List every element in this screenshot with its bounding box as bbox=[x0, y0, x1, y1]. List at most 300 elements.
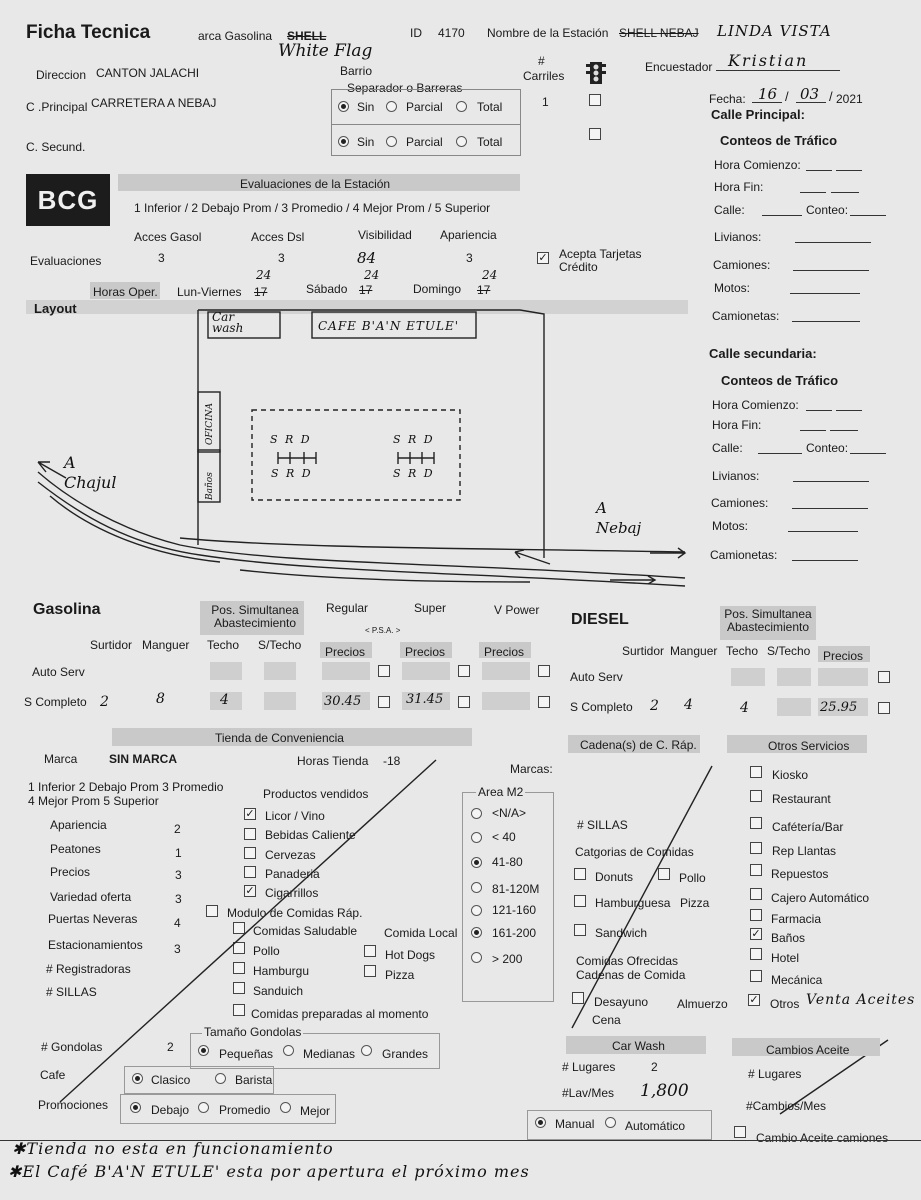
eval-col-visibilidad: Visibilidad bbox=[358, 228, 412, 242]
carriles-value: 1 bbox=[542, 95, 549, 109]
separador-total-label: Total bbox=[477, 100, 503, 114]
producto-cervezas-label: Cervezas bbox=[265, 848, 316, 862]
gasolina-auto-precio-super-cell[interactable] bbox=[402, 662, 450, 680]
layout-cafe: CAFE B'A'N ETULE' bbox=[318, 319, 460, 333]
gasolina-surtidor: Surtidor bbox=[90, 638, 133, 652]
cp-livianos-label: Livianos: bbox=[714, 230, 762, 244]
otros-farmacia-checkbox[interactable] bbox=[750, 909, 762, 921]
otros-mecanica-label: Mecánica bbox=[771, 973, 823, 987]
comida-pollo-label: Pollo bbox=[253, 944, 280, 958]
cafe-clasico-radio[interactable] bbox=[132, 1073, 143, 1084]
area-81-120-label: 81-120M bbox=[492, 882, 540, 896]
sabado-label: Sábado bbox=[306, 282, 348, 296]
diesel-sc-manguer: 4 bbox=[684, 697, 693, 713]
area-na-label: <N/A> bbox=[492, 806, 527, 820]
encuestador-label: Encuestador bbox=[645, 60, 713, 74]
otros-repuestos-checkbox[interactable] bbox=[750, 864, 762, 876]
modulo-comidas-label: Modulo de Comidas Ráp. bbox=[227, 906, 363, 920]
cat-hamburguesa-checkbox[interactable] bbox=[574, 895, 586, 907]
gasolina-sc-regular-checkbox[interactable] bbox=[378, 696, 390, 708]
producto-cigarrillos-checkbox[interactable]: ✓ bbox=[245, 885, 255, 897]
diesel-precio: 25.95 bbox=[820, 700, 858, 715]
tamano-medianas-radio[interactable] bbox=[283, 1045, 294, 1056]
tienda-rating-label-sillas: # SILLAS bbox=[46, 985, 97, 999]
gasolina-precio-super: 31.45 bbox=[406, 692, 444, 707]
cp-hora-comienzo-line-h bbox=[806, 170, 832, 171]
producto-bebidas-label: Bebidas Caliente bbox=[265, 828, 356, 842]
productos-label: Productos vendidos bbox=[263, 787, 369, 801]
id-label: ID bbox=[410, 26, 422, 40]
diesel-auto-stecho-cell[interactable] bbox=[777, 668, 811, 686]
cambios-camiones-checkbox[interactable] bbox=[734, 1126, 746, 1138]
promociones-promedio-radio[interactable] bbox=[198, 1102, 209, 1113]
cs-hora-comienzo-label: Hora Comienzo: bbox=[712, 398, 799, 412]
car-wash-lav-label: #Lav/Mes bbox=[562, 1086, 615, 1100]
separador-group-principal bbox=[331, 89, 521, 125]
cp-conteo-label: Conteo: bbox=[806, 203, 849, 217]
cat-pizza-label: Pizza bbox=[680, 896, 710, 910]
tamano-gondolas-label: Tamaño Gondolas bbox=[204, 1025, 302, 1039]
diesel-auto-checkbox[interactable] bbox=[878, 671, 890, 683]
direccion-value: CANTON JALACHI bbox=[96, 66, 200, 80]
tamano-medianas-label: Medianas bbox=[303, 1047, 356, 1061]
gasolina-precios-2: Precios bbox=[405, 645, 446, 659]
gasolina-sc-stecho-cell[interactable] bbox=[264, 692, 296, 710]
fecha-slash-1: / bbox=[785, 89, 789, 104]
separador-parcial-label: Parcial bbox=[406, 100, 443, 114]
gasolina-s-completo: S Completo bbox=[24, 695, 87, 709]
area-lt40-label: < 40 bbox=[492, 830, 516, 844]
separador2-total-radio[interactable] bbox=[456, 136, 467, 147]
promociones-debajo-radio[interactable] bbox=[130, 1102, 141, 1113]
gasolina-auto-regular-checkbox[interactable] bbox=[378, 665, 390, 677]
cp-hora-comienzo-line-m bbox=[836, 170, 862, 171]
cs-hora-comienzo-line-m bbox=[836, 410, 862, 411]
almuerzo-label: Almuerzo bbox=[677, 997, 728, 1011]
gasolina-title: Gasolina bbox=[33, 601, 101, 618]
layout-pump2-bottom: S R D bbox=[393, 467, 435, 480]
otros-mecanica-checkbox[interactable] bbox=[750, 970, 762, 982]
cs-camiones-line bbox=[792, 508, 868, 509]
tienda-marca-value: SIN MARCA bbox=[109, 752, 177, 766]
diesel-auto-precio-cell[interactable] bbox=[818, 668, 868, 686]
fecha-day-line bbox=[752, 102, 782, 103]
calle-principal-conteos: Conteos de Tráfico bbox=[720, 133, 838, 148]
cena-label: Cena bbox=[592, 1013, 621, 1027]
marca-gasolina-value: SHELL bbox=[287, 29, 327, 43]
separador2-total-label: Total bbox=[477, 135, 503, 149]
carriles-label: Carriles bbox=[523, 69, 565, 83]
barrio-label: Barrio bbox=[340, 64, 373, 78]
nombre-estacion-value: SHELL NEBAJ bbox=[619, 26, 699, 40]
cp-camiones-line bbox=[793, 270, 869, 271]
form-title: Ficha Tecnica bbox=[26, 22, 151, 43]
producto-licor-label: Licor / Vino bbox=[265, 809, 325, 823]
tienda-rating-label-estacionamientos: Estacionamientos bbox=[48, 938, 143, 952]
comida-hamburgu-label: Hamburgu bbox=[253, 964, 310, 978]
area-81-120-radio[interactable] bbox=[471, 882, 482, 893]
tienda-rating-label-puertas: Puertas Neveras bbox=[48, 912, 138, 926]
cs-hora-fin-line-h bbox=[800, 430, 826, 431]
gasolina-vpower: V Power bbox=[494, 603, 540, 617]
otros-farmacia-label: Farmacia bbox=[771, 912, 822, 926]
otros-cajero-label: Cajero Automático bbox=[771, 891, 870, 905]
marca-gasolina-handwritten: White Flag bbox=[278, 41, 373, 61]
gasolina-precio-regular: 30.45 bbox=[324, 694, 362, 709]
separador-total-radio[interactable] bbox=[456, 101, 467, 112]
gasolina-stecho: S/Techo bbox=[258, 638, 302, 652]
otros-cafeteria-label: Cafétería/Bar bbox=[772, 820, 844, 834]
encuestador-line bbox=[716, 70, 840, 71]
tienda-marca-label: Marca bbox=[44, 752, 78, 766]
separador-sin-label: Sin bbox=[357, 100, 375, 114]
otros-llantas-label: Rep Llantas bbox=[772, 844, 837, 858]
cs-conteo-line bbox=[850, 453, 886, 454]
calle-secundaria-conteos: Conteos de Tráfico bbox=[721, 373, 839, 388]
layout-banos: Baños bbox=[205, 472, 215, 500]
tienda-scale-2: 4 Mejor Prom 5 Superior bbox=[28, 794, 159, 808]
gasolina-precios-3: Precios bbox=[484, 645, 525, 659]
comida-hamburgu-checkbox[interactable] bbox=[233, 962, 245, 974]
tienda-marcas-label: Marcas: bbox=[510, 762, 553, 776]
cs-camionetas-label: Camionetas: bbox=[710, 548, 778, 562]
cafe-label: Cafe bbox=[40, 1068, 66, 1082]
promociones-promedio-label: Promedio bbox=[219, 1103, 271, 1117]
producto-bebidas-checkbox[interactable] bbox=[244, 828, 256, 840]
eval-col-apariencia: Apariencia bbox=[440, 228, 497, 242]
fecha-month: 03 bbox=[800, 85, 820, 103]
fecha-month-line bbox=[796, 102, 826, 103]
cafe-clasico-label: Clasico bbox=[151, 1073, 191, 1087]
otros-otros-checkbox[interactable]: ✓ bbox=[749, 994, 759, 1006]
diesel-auto-techo-cell[interactable] bbox=[731, 668, 765, 686]
area-na-radio[interactable] bbox=[471, 808, 482, 819]
eval-value-apariencia: 3 bbox=[466, 251, 473, 265]
gasolina-auto-vpower-checkbox[interactable] bbox=[538, 665, 550, 677]
encuestador-value: Kristian bbox=[728, 51, 809, 70]
cp-calle-line bbox=[762, 215, 802, 216]
cat-donuts-checkbox[interactable] bbox=[574, 868, 586, 880]
area-m2-label: Area M2 bbox=[478, 785, 524, 799]
cafe-barista-radio[interactable] bbox=[215, 1073, 226, 1084]
diesel-techo: Techo bbox=[726, 644, 759, 658]
cp-livianos-line bbox=[795, 242, 871, 243]
gasolina-sc-techo: 4 bbox=[220, 692, 229, 708]
nombre-estacion-label: Nombre de la Estación bbox=[487, 26, 609, 40]
gasolina-pos-simultanea: Pos. Simultanea Abastecimiento bbox=[211, 603, 299, 630]
cprincipal-value: CARRETERA A NEBAJ bbox=[91, 96, 217, 110]
tamano-pequenas-radio[interactable] bbox=[198, 1045, 209, 1056]
area-161-200-label: 161-200 bbox=[492, 926, 537, 940]
cadenas-comida: Cadenas de Comida bbox=[576, 968, 686, 982]
comida-preparadas-label: Comidas preparadas al momento bbox=[251, 1007, 429, 1021]
lun-viernes-label: Lun-Viernes bbox=[177, 285, 242, 299]
cp-calle-label: Calle: bbox=[714, 203, 745, 217]
cp-hora-fin-line-m bbox=[831, 192, 859, 193]
separador-parcial-radio[interactable] bbox=[386, 101, 397, 112]
producto-cervezas-checkbox[interactable] bbox=[244, 847, 256, 859]
area-161-200-radio[interactable] bbox=[471, 927, 482, 938]
separador2-sin-label: Sin bbox=[357, 135, 375, 149]
comida-sanduich-label: Sanduich bbox=[253, 984, 304, 998]
modulo-comidas-checkbox[interactable] bbox=[206, 905, 218, 917]
cadenas-ofrecidas: Comidas Ofrecidas bbox=[576, 954, 679, 968]
domingo-label: Domingo bbox=[413, 282, 462, 296]
direccion-label: Direccion bbox=[36, 68, 87, 82]
traffic-light-icon bbox=[585, 58, 607, 88]
layout-oficina: OFICINA bbox=[205, 403, 215, 445]
notes-line-2-text: El Café B'A'N ETULE' esta por apertura el próximo mes bbox=[22, 1162, 530, 1181]
tienda-rating-label-apariencia: Apariencia bbox=[50, 818, 107, 832]
gasolina-manguer: Manguer bbox=[142, 638, 190, 652]
comida-hotdogs-checkbox[interactable] bbox=[364, 945, 376, 957]
marca-gasolina-label: arca Gasolina bbox=[198, 29, 273, 43]
otros-cafeteria-checkbox[interactable] bbox=[750, 817, 762, 829]
tienda-horas-label: Horas Tienda bbox=[297, 754, 369, 768]
promociones-mejor-radio[interactable] bbox=[280, 1102, 291, 1113]
otros-hotel-label: Hotel bbox=[771, 951, 800, 965]
cadenas-sillas: # SILLAS bbox=[577, 818, 628, 832]
otros-llantas-checkbox[interactable] bbox=[750, 842, 762, 854]
comida-pollo-checkbox[interactable] bbox=[233, 942, 245, 954]
cat-sandwich-checkbox[interactable] bbox=[574, 924, 586, 936]
comida-sanduich-checkbox[interactable] bbox=[233, 982, 245, 994]
diesel-stecho: S/Techo bbox=[767, 644, 811, 658]
tienda-rating-label-registradoras: # Registradoras bbox=[46, 962, 131, 976]
gasolina-auto-techo-cell[interactable] bbox=[210, 662, 242, 680]
cambios-camiones-label: Cambio Aceite camiones bbox=[756, 1131, 889, 1145]
area-121-160-radio[interactable] bbox=[471, 905, 482, 916]
cp-camiones-label: Camiones: bbox=[713, 258, 771, 272]
cs-motos-line bbox=[788, 531, 858, 532]
sabado-printed: 17 bbox=[359, 283, 373, 297]
cadenas-title: Cadena(s) de C. Ráp. bbox=[580, 738, 697, 752]
diesel-manguer: Manguer bbox=[670, 644, 718, 658]
layout-car-wash: Car wash bbox=[212, 310, 244, 335]
tienda-rating-label-peatones: Peatones bbox=[50, 842, 101, 856]
cambios-mes: #Cambios/Mes bbox=[746, 1099, 827, 1113]
comida-saludable-label: Comidas Saludable bbox=[253, 924, 358, 938]
gasolina-auto-precio-vpower-cell[interactable] bbox=[482, 662, 530, 680]
cs-hora-comienzo-line-h bbox=[806, 410, 832, 411]
domingo-handwritten: 24 bbox=[482, 268, 498, 282]
diesel-sc-techo: 4 bbox=[740, 700, 749, 716]
carriles-checkbox-1[interactable] bbox=[589, 94, 601, 106]
cafe-barista-label: Barista bbox=[235, 1073, 273, 1087]
otros-hotel-checkbox[interactable] bbox=[750, 948, 762, 960]
cs-hora-fin-label: Hora Fin: bbox=[712, 418, 762, 432]
otros-repuestos-label: Repuestos bbox=[771, 867, 829, 881]
area-gt200-label: > 200 bbox=[492, 952, 523, 966]
separador2-sin-radio[interactable] bbox=[338, 136, 349, 147]
separador-group-secundaria bbox=[331, 124, 521, 156]
fecha-slash-2: / bbox=[829, 89, 833, 104]
notes-line-1-text: Tienda no esta en funcionamiento bbox=[26, 1139, 334, 1158]
layout-pump2-top: S R D bbox=[393, 433, 435, 446]
area-lt40-radio[interactable] bbox=[471, 832, 482, 843]
producto-licor-checkbox[interactable]: ✓ bbox=[245, 808, 255, 820]
cp-hora-fin-line-h bbox=[800, 192, 826, 193]
comida-pizza-label: Pizza bbox=[385, 968, 415, 982]
cambios-title: Cambios Aceite bbox=[766, 1043, 850, 1057]
evaluaciones-scale: 1 Inferior / 2 Debajo Prom / 3 Promedio / 4 Mejor Prom / 5 Superior bbox=[134, 201, 491, 215]
otros-kiosko-checkbox[interactable] bbox=[750, 766, 762, 778]
diesel-title: DIESEL bbox=[571, 611, 629, 628]
cs-motos-label: Motos: bbox=[712, 519, 749, 533]
promociones-label: Promociones bbox=[38, 1098, 109, 1112]
cs-livianos-line bbox=[793, 481, 869, 482]
layout-sketch bbox=[30, 300, 690, 590]
fecha-year: 2021 bbox=[836, 92, 863, 106]
eval-value-acces-dsl: 3 bbox=[278, 251, 285, 265]
cs-calle-label: Calle: bbox=[712, 441, 743, 455]
tienda-rating-value-estacionamientos: 3 bbox=[174, 942, 181, 956]
otros-otros-label: Otros bbox=[770, 997, 800, 1011]
area-121-160-label: 121-160 bbox=[492, 903, 537, 917]
carriles-checkbox-2[interactable] bbox=[589, 128, 601, 140]
cs-camionetas-line bbox=[792, 560, 858, 561]
otros-banos-label: Baños bbox=[771, 931, 806, 945]
cat-pollo-checkbox[interactable] bbox=[658, 868, 670, 880]
gasolina-sc-manguer: 8 bbox=[156, 691, 165, 707]
eval-col-acces-dsl: Acces Dsl bbox=[251, 230, 305, 244]
acepta-tarjetas-checkbox[interactable]: ✓ bbox=[538, 252, 548, 264]
otros-restaurant-checkbox[interactable] bbox=[750, 790, 762, 802]
diesel-sc-surtidor: 2 bbox=[650, 698, 659, 714]
cp-hora-comienzo-label: Hora Comienzo: bbox=[714, 158, 801, 172]
tamano-grandes-label: Grandes bbox=[382, 1047, 429, 1061]
gasolina-regular: Regular bbox=[326, 601, 369, 615]
csecund-label: C. Secund. bbox=[26, 140, 86, 154]
cp-camionetas-label: Camionetas: bbox=[712, 309, 780, 323]
desayuno-checkbox[interactable] bbox=[572, 992, 584, 1004]
comida-saludable-checkbox[interactable] bbox=[233, 922, 245, 934]
otros-restaurant-label: Restaurant bbox=[772, 792, 831, 806]
tienda-rating-label-variedad: Variedad oferta bbox=[50, 890, 132, 904]
gasolina-super: Super bbox=[414, 601, 447, 615]
otros-otros-value: Venta Aceites bbox=[806, 992, 916, 1008]
tienda-rating-value-variedad: 3 bbox=[175, 892, 182, 906]
separador2-parcial-label: Parcial bbox=[406, 135, 443, 149]
diesel-sc-checkbox[interactable] bbox=[878, 702, 890, 714]
producto-panaderia-checkbox[interactable] bbox=[244, 866, 256, 878]
diesel-precios: Precios bbox=[823, 649, 864, 663]
tienda-horas-value: -18 bbox=[383, 754, 401, 768]
tienda-scale-1: 1 Inferior 2 Debajo Prom 3 Promedio bbox=[28, 780, 224, 794]
car-wash-manual-label: Manual bbox=[555, 1117, 595, 1131]
car-wash-lav-value: 1,800 bbox=[640, 1081, 689, 1101]
cs-hora-fin-line-m bbox=[830, 430, 858, 431]
gasolina-sc-precio-vpower-cell[interactable] bbox=[482, 692, 530, 710]
comida-pizza-checkbox[interactable] bbox=[364, 965, 376, 977]
tienda-rating-label-precios: Precios bbox=[50, 865, 91, 879]
cs-calle-line bbox=[758, 453, 802, 454]
gondolas-label: # Gondolas bbox=[41, 1040, 103, 1054]
desayuno-label: Desayuno bbox=[594, 995, 649, 1009]
gasolina-sc-surtidor: 2 bbox=[100, 694, 109, 710]
tienda-rating-value-puertas: 4 bbox=[174, 916, 181, 930]
cat-sandwich-label: Sandwich bbox=[595, 926, 648, 940]
calle-principal-title: Calle Principal: bbox=[711, 107, 805, 122]
tienda-rating-value-peatones: 1 bbox=[175, 846, 182, 860]
car-wash-lugares-value: 2 bbox=[651, 1060, 658, 1074]
cat-pollo-label: Pollo bbox=[679, 871, 706, 885]
promociones-debajo-label: Debajo bbox=[151, 1103, 190, 1117]
otros-kiosko-label: Kiosko bbox=[772, 768, 809, 782]
gasolina-auto-super-checkbox[interactable] bbox=[458, 665, 470, 677]
evaluaciones-row-label: Evaluaciones bbox=[30, 254, 102, 268]
id-value: 4170 bbox=[438, 26, 465, 40]
otros-cajero-checkbox[interactable] bbox=[750, 888, 762, 900]
tamano-grandes-radio[interactable] bbox=[361, 1045, 372, 1056]
area-gt200-radio[interactable] bbox=[471, 952, 482, 963]
fecha-label: Fecha: bbox=[709, 92, 746, 106]
diesel-sc-stecho-cell[interactable] bbox=[777, 698, 811, 716]
tienda-title: Tienda de Conveniencia bbox=[215, 731, 344, 745]
gondolas-value: 2 bbox=[167, 1040, 174, 1054]
sabado-handwritten: 24 bbox=[364, 268, 380, 282]
layout-title: Layout bbox=[34, 301, 77, 316]
separador-label: Separador o Barreras bbox=[347, 81, 463, 95]
cat-donuts-label: Donuts bbox=[595, 870, 634, 884]
gasolina-precios-1: Precios bbox=[325, 645, 366, 659]
cs-conteo-label: Conteo: bbox=[806, 441, 849, 455]
carriles-hash: # bbox=[538, 54, 545, 68]
layout-pump1-bottom: S R D bbox=[271, 467, 313, 480]
otros-title: Otros Servicios bbox=[768, 739, 850, 753]
producto-cigarrillos-label: Cigarrillos bbox=[265, 886, 319, 900]
car-wash-title: Car Wash bbox=[612, 1039, 665, 1053]
layout-a-nebaj: A Nebaj bbox=[596, 499, 642, 537]
gasolina-sc-vpower-checkbox[interactable] bbox=[538, 696, 550, 708]
cp-motos-label: Motos: bbox=[714, 281, 751, 295]
horas-oper-label: Horas Oper. bbox=[93, 285, 158, 299]
lun-viernes-handwritten: 24 bbox=[256, 268, 272, 282]
otros-banos-checkbox[interactable]: ✓ bbox=[751, 928, 761, 940]
separador-sin-radio[interactable] bbox=[338, 101, 349, 112]
cambios-lugares: # Lugares bbox=[748, 1067, 802, 1081]
notes-line-1: ✱Tienda no esta en funcionamiento bbox=[12, 1139, 334, 1158]
gasolina-psa: < P.S.A. > bbox=[365, 626, 401, 635]
diesel-auto-serv: Auto Serv bbox=[570, 670, 623, 684]
fecha-day: 16 bbox=[758, 85, 778, 103]
cp-conteo-line bbox=[850, 215, 886, 216]
car-wash-manual-radio[interactable] bbox=[535, 1117, 546, 1128]
notes-line-2: ✱El Café B'A'N ETULE' esta por apertura el próximo mes bbox=[8, 1162, 530, 1181]
cs-camiones-label: Camiones: bbox=[711, 496, 769, 510]
gasolina-techo: Techo bbox=[207, 638, 240, 652]
gasolina-auto-serv: Auto Serv bbox=[32, 665, 85, 679]
tienda-rating-value-apariencia: 2 bbox=[174, 822, 181, 836]
separador2-parcial-radio[interactable] bbox=[386, 136, 397, 147]
area-41-80-radio[interactable] bbox=[471, 857, 482, 868]
car-wash-automatico-radio[interactable] bbox=[605, 1117, 616, 1128]
cp-motos-line bbox=[790, 293, 860, 294]
tamano-pequenas-label: Pequeñas bbox=[219, 1047, 274, 1061]
comida-hotdogs-label: Hot Dogs bbox=[385, 948, 436, 962]
comida-local-label: Comida Local bbox=[384, 926, 458, 940]
diesel-s-completo: S Completo bbox=[570, 700, 633, 714]
comida-preparadas-checkbox[interactable] bbox=[233, 1004, 245, 1016]
gasolina-auto-precio-regular-cell[interactable] bbox=[322, 662, 370, 680]
car-wash-automatico-label: Automático bbox=[625, 1119, 686, 1133]
cat-hamburguesa-label: Hamburguesa bbox=[595, 896, 671, 910]
gasolina-sc-super-checkbox[interactable] bbox=[458, 696, 470, 708]
gasolina-auto-stecho-cell[interactable] bbox=[264, 662, 296, 680]
cp-hora-fin-label: Hora Fin: bbox=[714, 180, 764, 194]
bcg-logo: BCG bbox=[26, 174, 110, 226]
cadenas-categorias: Catgorias de Comidas bbox=[575, 845, 694, 859]
